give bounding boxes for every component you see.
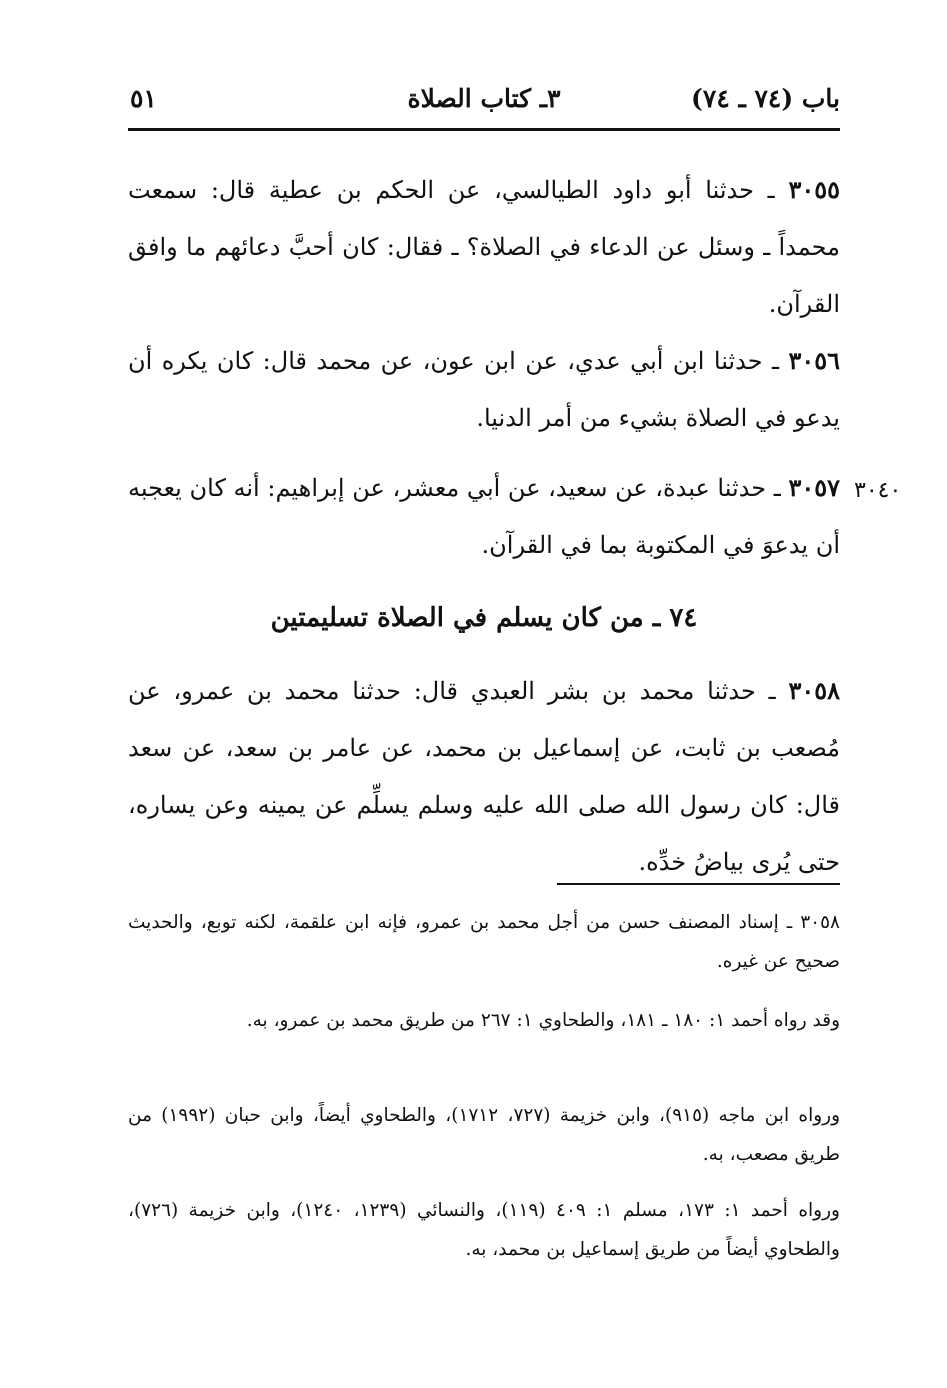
footnote-4: ورواه أحمد ١: ١٧٣، مسلم ١: ٤٠٩ (١١٩)، والنسائي (١٢٣٩، ١٢٤٠)، وابن خزيمة (٧٢٦)، والطحاوي أيضاً من طريق إسماعيل بن محمد، به.	[128, 1200, 840, 1260]
margin-number: ٣٠٤٠	[854, 478, 902, 503]
footnote-3: ورواه ابن ماجه (٩١٥)، وابن خزيمة (٧٢٧، ١٧١٢)، والطحاوي أيضاً، وابن حبان (١٩٩٢) من طريق مصعب، به.	[128, 1105, 841, 1165]
page-number: ٥١	[130, 84, 157, 113]
hadith-3055	[128, 161, 840, 333]
header-rule	[128, 128, 840, 131]
book-title: ٣ـ كتاب الصلاة	[407, 84, 561, 113]
hadith-number: ٣٠٥٨	[788, 676, 840, 705]
hadith-text: ـ حدثنا أبو داود الطيالسي، عن الحكم بن عطية قال: سمعت محمداً ـ وسئل عن الدعاء في الصلاة؟ ـ فقال: كان أحبَّ دعائهم ما وافق القرآن.	[128, 176, 840, 318]
hadith-text: ـ حدثنا ابن أبي عدي، عن ابن عون، عن محمد قال: كان يكره أن يدعو في الصلاة بشيء من أمر الدنيا.	[128, 347, 840, 432]
hadith-3056	[128, 332, 840, 447]
chapter-reference: باب (٧٤ ـ ٧٤)	[691, 84, 840, 113]
hadith-text: ـ حدثنا محمد بن بشر العبدي قال: حدثنا محمد بن عمرو، عن مُصعب بن ثابت، عن إسماعيل بن محمد، عن عامر بن سعد، عن سعد قال: كان رسول الله صلى الله عليه وسلم يسلِّم عن يمينه وعن يساره، حتى يُرى بياضُ خدِّه.	[128, 677, 840, 876]
footnote-1: ٣٠٥٨ ـ إسناد المصنف حسن من أجل محمد بن عمرو، فإنه ابن علقمة، لكنه توبع، والحديث صحيح عن غيره.	[128, 912, 840, 972]
hadith-3057	[128, 459, 840, 574]
page-header	[128, 84, 840, 124]
hadith-number: ٣٠٥٦	[788, 346, 840, 375]
hadith-number: ٣٠٥٧	[788, 473, 840, 502]
hadith-number: ٣٠٥٥	[788, 175, 840, 204]
footnote-2: وقد رواه أحمد ١: ١٨٠ ـ ١٨١، والطحاوي ١: ٢٦٧ من طريق محمد بن عمرو، به.	[246, 1010, 840, 1031]
hadith-text: ـ حدثنا عبدة، عن سعيد، عن أبي معشر، عن إبراهيم: أنه كان يعجبه أن يدعوَ في المكتوبة بما في القرآن.	[128, 474, 840, 559]
section-heading: ٧٤ ـ من كان يسلم في الصلاة تسليمتين	[270, 603, 698, 633]
hadith-3058	[128, 662, 840, 891]
footnote-rule	[557, 883, 840, 885]
